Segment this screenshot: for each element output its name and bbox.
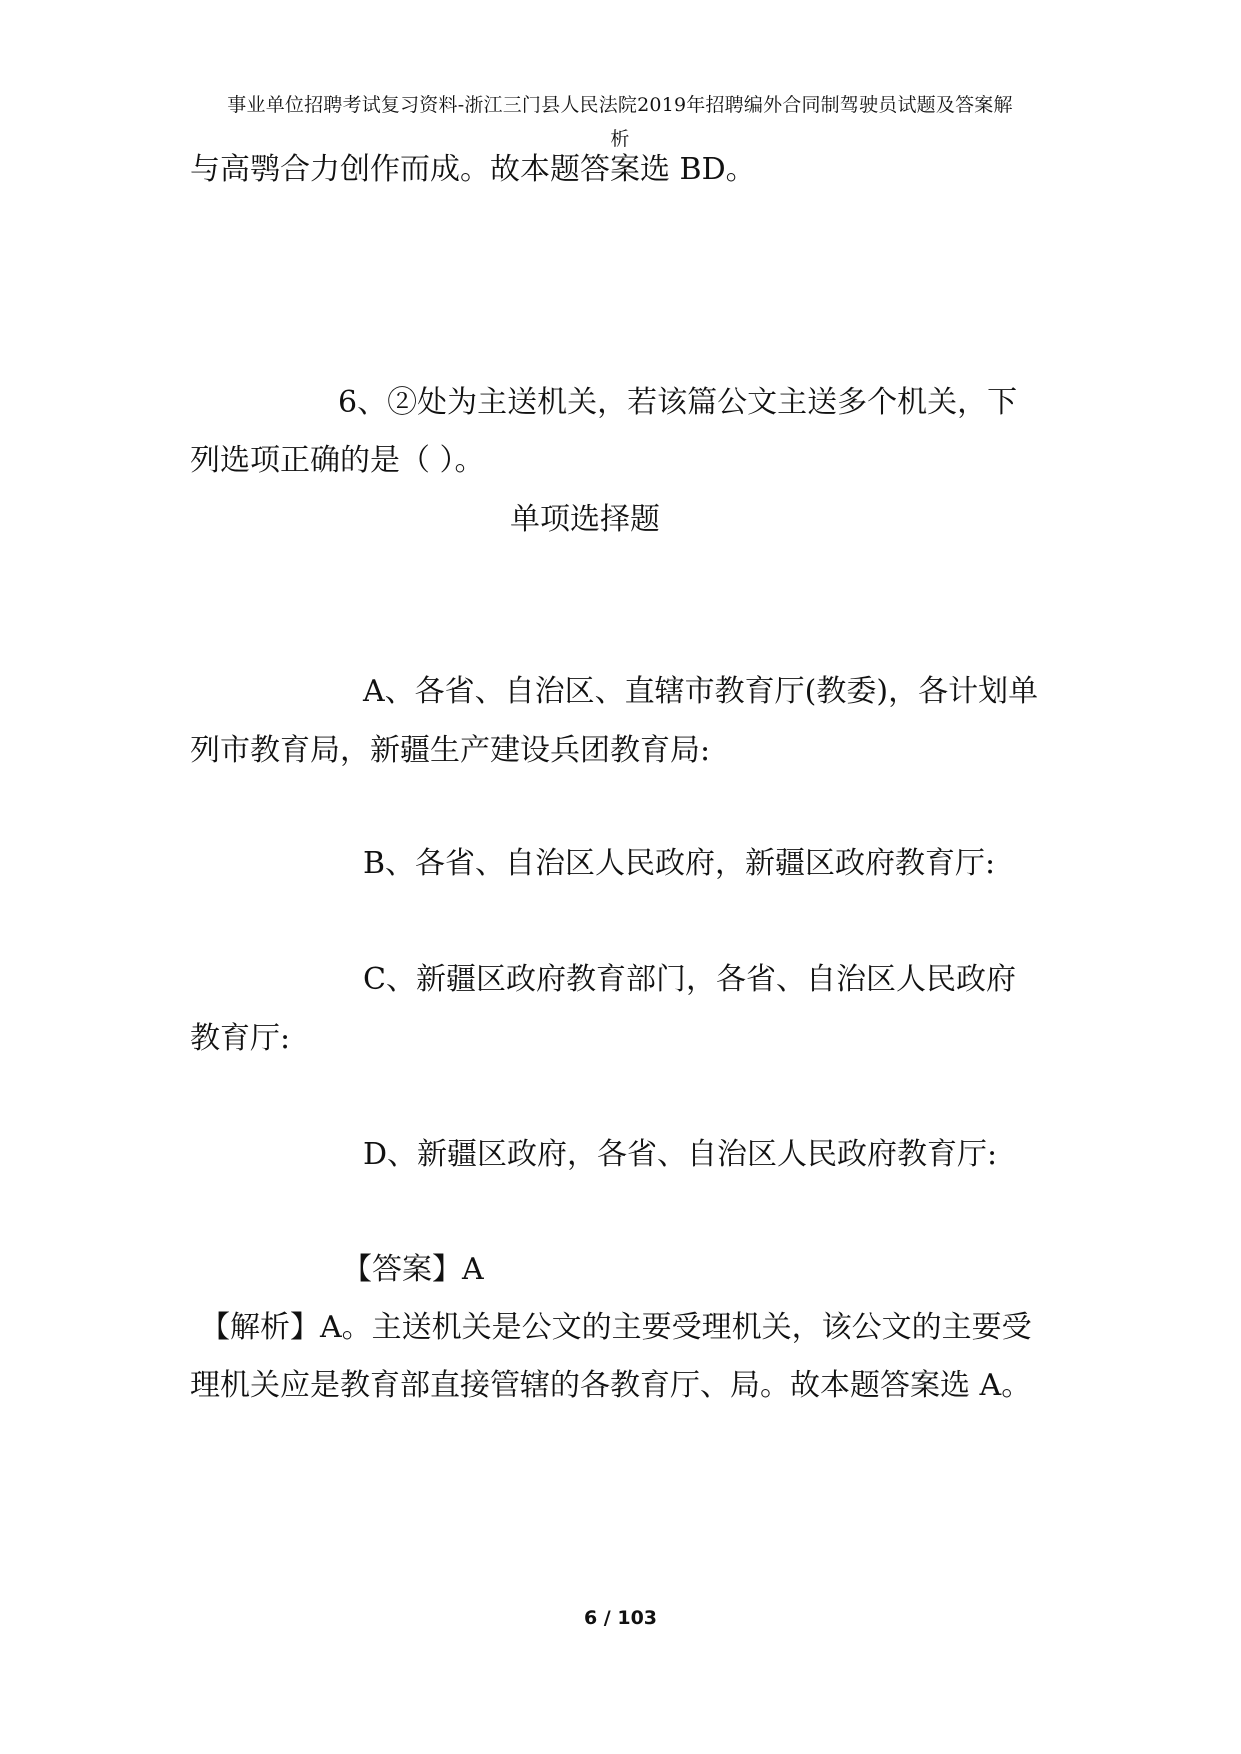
- page-number: 6 / 103: [583, 1607, 658, 1629]
- option-b: B、各省、自治区人民政府，新疆区政府教育厅:: [363, 846, 996, 881]
- option-a-line2: 列市教育局，新疆生产建设兵团教育局:: [190, 733, 711, 768]
- option-c-line1: C、新疆区政府教育部门，各省、自治区人民政府: [363, 962, 1016, 997]
- analysis-line2: 理机关应是教育部直接管辖的各教育厅、局。故本题答案选 A。: [190, 1368, 1032, 1403]
- question-type-label: 单项选择题: [510, 502, 660, 537]
- question-text-line2: 列选项正确的是（ ）。: [190, 443, 485, 478]
- header-title-line2: 析: [610, 128, 630, 150]
- option-a-line1: A、各省、自治区、直辖市教育厅(教委)，各计划单: [363, 674, 1039, 709]
- analysis-line1: 【解析】A。主送机关是公文的主要受理机关，该公文的主要受: [200, 1310, 1032, 1345]
- option-c-line2: 教育厅:: [190, 1021, 291, 1056]
- previous-answer-tail: 与高鹗合力创作而成。故本题答案选 BD。: [190, 152, 756, 187]
- header-title-line1: 事业单位招聘考试复习资料-浙江三门县人民法院2019年招聘编外合同制驾驶员试题及答案解: [227, 94, 1013, 116]
- option-d: D、新疆区政府，各省、自治区人民政府教育厅:: [363, 1137, 998, 1172]
- question-text-line1: 6、②处为主送机关，若该篇公文主送多个机关，下: [338, 385, 1018, 420]
- page-header: [170, 88, 1070, 156]
- answer-label: 【答案】A: [342, 1252, 484, 1287]
